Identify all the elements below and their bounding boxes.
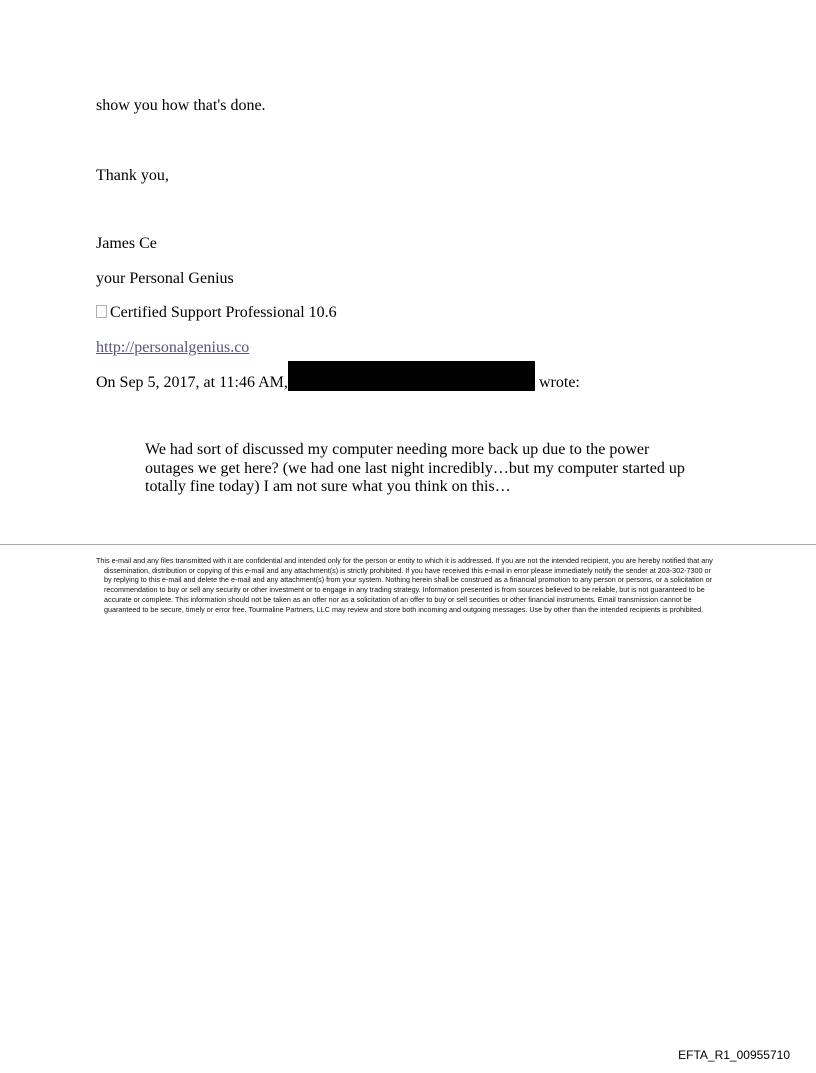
redacted-sender: [288, 361, 535, 391]
certification-text: Certified Support Professional 10.6: [110, 304, 337, 321]
email-closing: Thank you,: [96, 167, 169, 184]
signature-certification: [96, 303, 337, 323]
reply-header-suffix: wrote:: [539, 374, 580, 391]
apple-logo-icon: [96, 305, 107, 318]
document-id: EFTA_R1_00955710: [678, 1048, 790, 1062]
signature-website-link[interactable]: http://personalgenius.co: [96, 339, 250, 356]
signature-name: James Ce: [96, 235, 157, 252]
signature-title: your Personal Genius: [96, 270, 234, 287]
quoted-message: We had sort of discussed my computer needing more back up due to the power outages we get here? (we had one last night incredibly…but my computer started up totally fine today) I am not sure what you think on this…: [145, 441, 685, 495]
reply-header-prefix: On Sep 5, 2017, at 11:46 AM,: [96, 374, 288, 391]
email-body-line: show you how that's done.: [96, 97, 266, 114]
divider: [0, 544, 816, 545]
confidentiality-disclaimer: This e-mail and any files transmitted with it are confidential and intended only for the person or entity to which it is addressed. If you are not the intended recipient, you are hereby notified that any dissemination, distribution or copying of this e-mail and any attachment(s) is strictly prohibited. If you have received this e-mail in error please immediately notify the sender at 203-302-7300 or by replying to this e-mail and delete the e-mail and any attachment(s) from your system. Nothing herein shall be construed as a financial promotion to any person or persons, or a solicitation or recommendation to buy or sell any security or other investment or to engage in any trading strategy. Information presented is from sources believed to be reliable, but is not guaranteed to be accurate or complete. This information should not be taken as an offer nor as a solicitation of an offer to buy or sell securities or other financial instruments. Email transmission cannot be guaranteed to be secure, timely or error free. Tourmaline Partners, LLC may review and store both incoming and outgoing messages. Use by other than the intended recipients is prohibited.: [96, 556, 713, 614]
